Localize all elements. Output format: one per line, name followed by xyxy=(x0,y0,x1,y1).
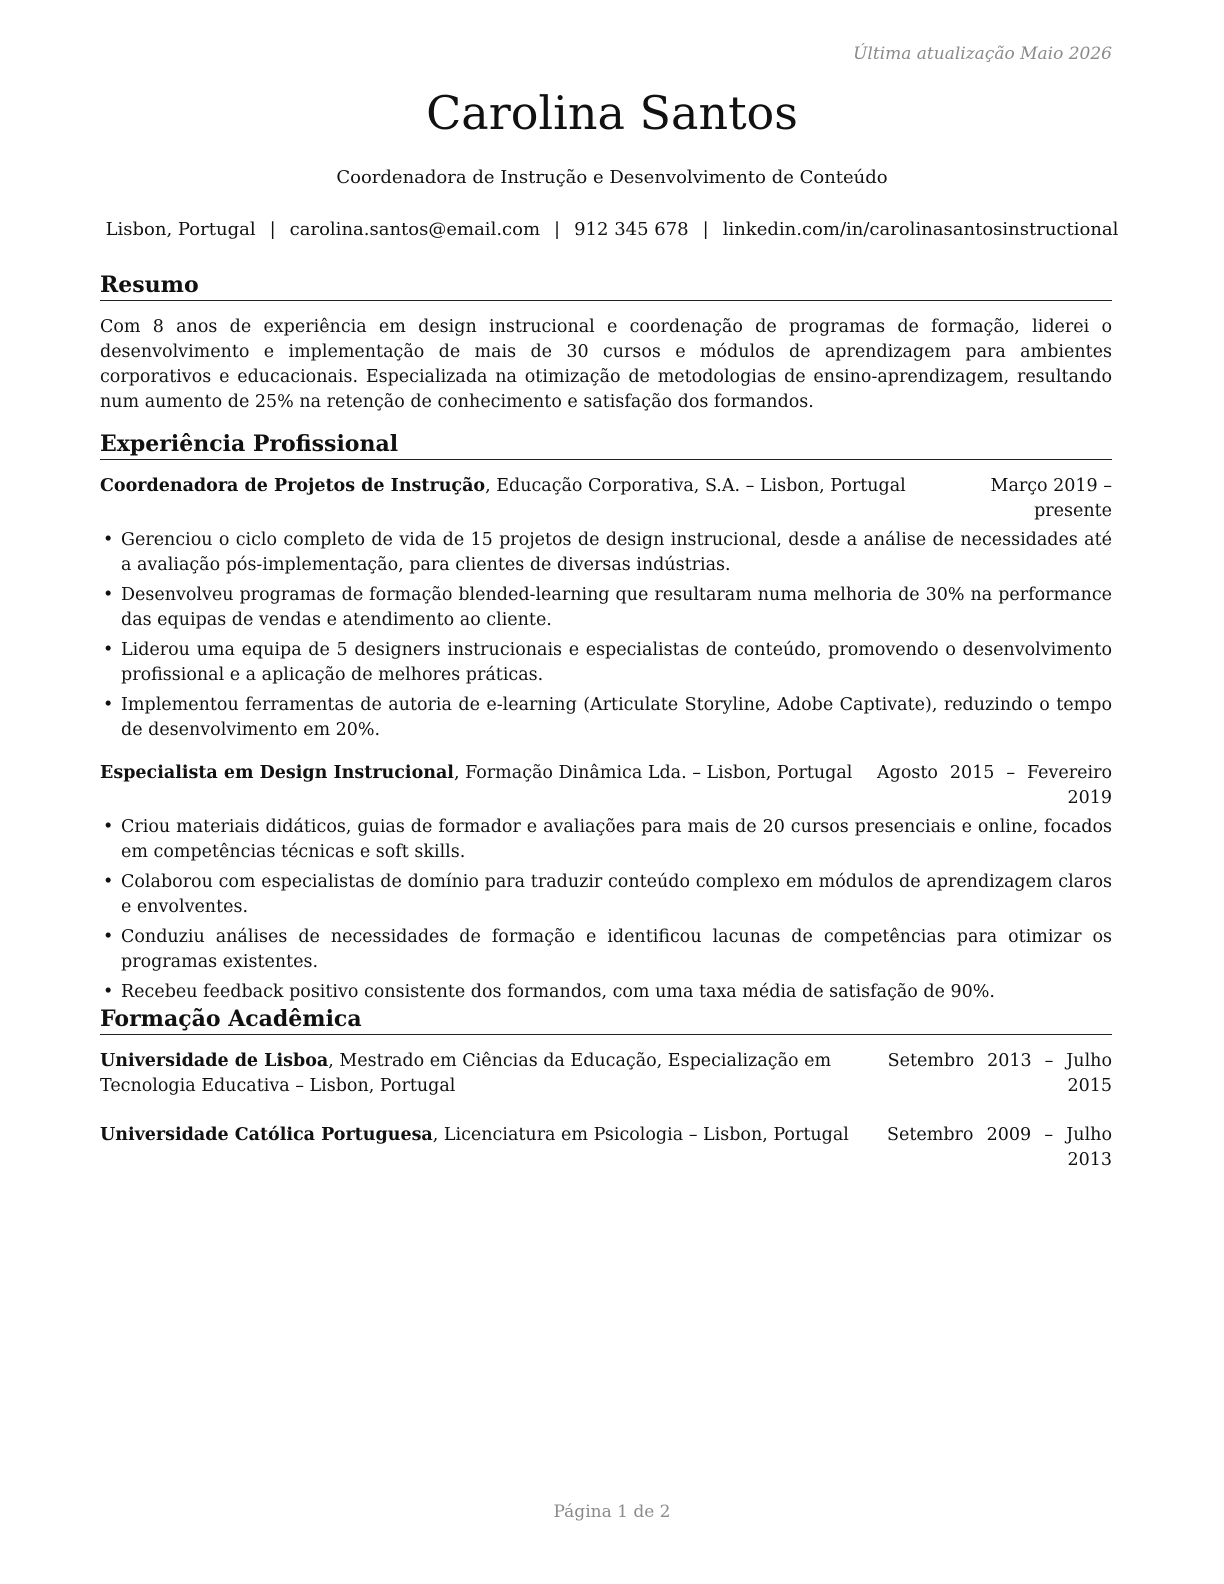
list-item: • Recebeu feedback positivo consistente dos formandos, com uma taxa média de satisfação de 90%. xyxy=(100,980,1112,1005)
page-number: Página 1 de 2 xyxy=(553,1502,671,1522)
education-detail: , Licenciatura em Psicologia – Lisbon, Portugal xyxy=(432,1125,849,1145)
summary-text: Com 8 anos de experiência em design instrucional e coordenação de programas de formação, liderei o desenvolvimento e implementação de mais de 30 cursos e módulos de aprendizagem para ambientes corporativos e educacionais. Especializada na otimização de metodologias de ensino-aprendizagem, resultando num aumento de 25% na retenção de conhecimento e satisfação dos formandos. xyxy=(100,317,1112,412)
job-dates: Agosto 2015 – Fevereiro 2019 xyxy=(877,763,1112,808)
candidate-name: Carolina Santos xyxy=(426,86,798,140)
summary-section xyxy=(100,272,1112,415)
education-entry xyxy=(100,1123,1112,1173)
contact-email[interactable]: carolina.santos@email.com xyxy=(289,219,541,240)
contact-location: Lisbon, Portugal xyxy=(105,219,256,240)
education-school: Universidade de Lisboa xyxy=(100,1051,329,1071)
contact-line xyxy=(0,219,1224,240)
contact-linkedin[interactable]: linkedin.com/in/carolinasantosinstructional xyxy=(722,219,1119,240)
education-detail: , Mestrado em Ciências da Educação, Especialização em Tecnologia Educativa – Lisbon, Portugal xyxy=(100,1051,832,1096)
candidate-title: Coordenadora de Instrução e Desenvolvimento de Conteúdo xyxy=(336,167,888,188)
contact-separator: | xyxy=(269,219,276,240)
job-org: , Formação Dinâmica Lda. – Lisbon, Portugal xyxy=(453,763,853,783)
experience-section xyxy=(100,431,1112,1010)
contact-separator: | xyxy=(702,219,709,240)
contact-phone[interactable]: 912 345 678 xyxy=(574,219,689,240)
job-bullets xyxy=(100,815,1112,1005)
job-entry xyxy=(100,474,1112,743)
education-dates: Setembro 2013 – Julho 2015 xyxy=(887,1051,1112,1096)
education-section xyxy=(100,1006,1112,1173)
list-item: • Liderou uma equipa de 5 designers instrucionais e especialistas de conteúdo, promovendo o desenvolvimento profissional e a aplicação de melhores práticas. xyxy=(100,638,1112,688)
job-title-line xyxy=(100,474,906,524)
education-line xyxy=(100,1123,849,1173)
last-updated: Última atualização Maio 2026 xyxy=(853,44,1112,64)
education-heading: Formação Acadêmica xyxy=(100,1006,1112,1035)
job-header xyxy=(100,474,1112,524)
list-item: • Desenvolveu programas de formação blended-learning que resultaram numa melhoria de 30% na performance das equipas de vendas e atendimento ao cliente. xyxy=(100,583,1112,633)
job-dates: Março 2019 – presente xyxy=(990,476,1112,521)
job-role: Coordenadora de Projetos de Instrução xyxy=(100,476,486,496)
education-school: Universidade Católica Portuguesa xyxy=(100,1125,433,1145)
contact-separator: | xyxy=(554,219,561,240)
job-bullets xyxy=(100,528,1112,743)
job-entry xyxy=(100,761,1112,1005)
job-title-line xyxy=(100,761,852,811)
list-item: • Colaborou com especialistas de domínio para traduzir conteúdo complexo em módulos de aprendizagem claros e envolventes. xyxy=(100,870,1112,920)
summary-heading: Resumo xyxy=(100,272,1112,301)
list-item: • Criou materiais didáticos, guias de formador e avaliações para mais de 20 cursos presenciais e online, focados em competências técnicas e soft skills. xyxy=(100,815,1112,865)
education-line xyxy=(100,1049,888,1099)
education-header xyxy=(100,1123,1112,1173)
list-item: • Implementou ferramentas de autoria de e-learning (Articulate Storyline, Adobe Captivate), reduzindo o tempo de desenvolvimento em 20%. xyxy=(100,693,1112,743)
education-entry xyxy=(100,1049,1112,1099)
job-role: Especialista em Design Instrucional xyxy=(100,763,454,783)
job-header xyxy=(100,761,1112,811)
list-item: • Conduziu análises de necessidades de formação e identificou lacunas de competências para otimizar os programas existentes. xyxy=(100,925,1112,975)
education-header xyxy=(100,1049,1112,1099)
job-org: , Educação Corporativa, S.A. – Lisbon, Portugal xyxy=(485,476,906,496)
experience-heading: Experiência Profissional xyxy=(100,431,1112,460)
list-item: • Gerenciou o ciclo completo de vida de 15 projetos de design instrucional, desde a análise de necessidades até a avaliação pós-implementação, para clientes de diversas indústrias. xyxy=(100,528,1112,578)
education-dates: Setembro 2009 – Julho 2013 xyxy=(887,1125,1112,1170)
